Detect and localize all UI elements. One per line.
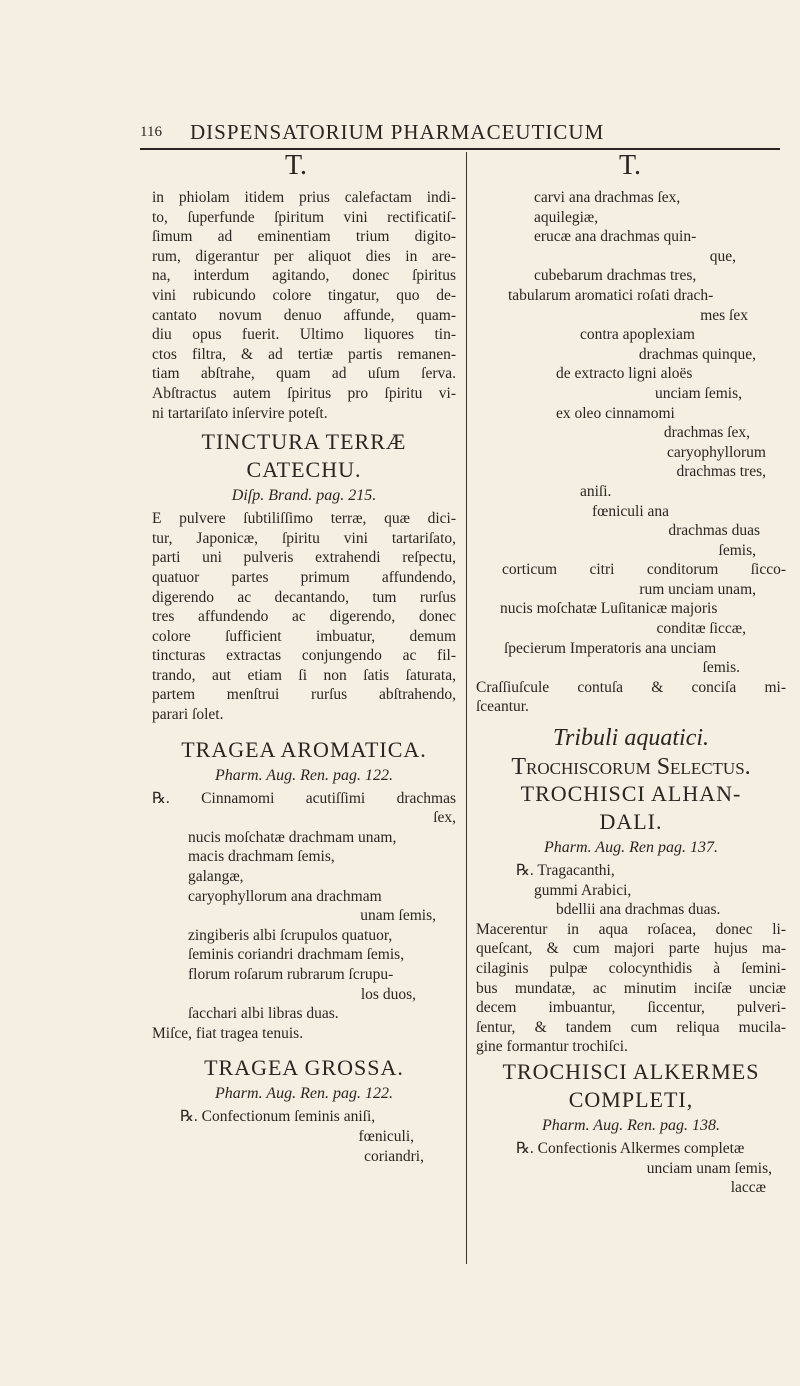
recipe-line: bdellii ana drachmas duas. — [556, 901, 721, 919]
recipe-line: contra apoplexiam — [580, 326, 695, 344]
recipe-line: ℞. Cinnamomi acutiſſimi drachmas — [152, 789, 456, 807]
recipe-line: nucis moſchatæ drachmam unam, — [188, 828, 397, 846]
recipe-line: ſeminis coriandri drachmam ſemis, — [188, 946, 405, 964]
text-line: to, ſuperfunde ſpiritum vini rectificatiſ- — [152, 208, 456, 226]
recipe-line: drachmas ſex, — [663, 424, 750, 442]
recipe-line: mes ſex — [700, 306, 748, 324]
text-line: queſcant, & cum majori parte hujus ma- — [476, 940, 786, 958]
recipe-line: corticum citri conditorum ſicco- — [502, 561, 786, 579]
recipe-line: ℞. Confectionis Alkermes completæ — [516, 1139, 745, 1157]
text-line: ſentur, & tandem cum reliqua mucila- — [476, 1018, 786, 1036]
section-heading-tribuli: Tribuli aquatici. — [552, 725, 710, 752]
recipe-line: ſemis, — [718, 541, 756, 559]
recipe-line: florum roſarum rubrarum ſcrupu- — [188, 966, 394, 983]
tinctura-paragraph — [152, 509, 456, 725]
text-line: ctos filtra, & ad tertiæ partis remanen- — [152, 345, 456, 363]
recipe-line: ℞. Confectionum ſeminis aniſi, — [180, 1108, 376, 1126]
recipe-line: drachmas quinque, — [638, 345, 756, 363]
recipe-line: ℞. Tragacanthi, — [516, 862, 615, 880]
recipe-line: conditæ ſiccæ, — [656, 620, 746, 638]
text-line: in phiolam itidem prius calefactam indi- — [152, 189, 456, 206]
recipe-line: erucæ ana drachmas quin- — [534, 228, 697, 246]
recipe-line: unam ſemis, — [360, 907, 436, 925]
text-line: gine formantur trochiſci. — [476, 1038, 628, 1056]
source-reference: Diſp. Brand. pag. 215. — [231, 487, 377, 505]
text-line: Macerentur in aqua roſacea, donec li- — [476, 920, 786, 938]
alhandali-paragraph — [476, 920, 786, 1057]
recipe-line: unciam ſemis, — [655, 384, 742, 402]
recipe-line: caryophyllorum ana drachmam — [188, 887, 382, 905]
section-heading-tragea-grossa: TRAGEA GROSSA. — [204, 1055, 404, 1081]
recipe-line: ſpecierum Imperatoris ana unciam — [504, 639, 717, 657]
page-header — [140, 120, 780, 146]
recipe-line: gummi Arabici, — [534, 881, 632, 899]
right-column — [476, 188, 786, 1198]
recipe-list — [476, 861, 786, 920]
recipe-continuation — [476, 188, 786, 717]
text-line: rum, digerantur per aliquot dies in are- — [152, 247, 456, 265]
recipe-line: carvi ana drachmas ſex, — [534, 189, 681, 206]
section-heading-tinctura-2: CATECHU. — [246, 457, 362, 483]
text-line: ni tartariſato inſervire poteſt. — [152, 404, 328, 422]
section-heading-tinctura: TINCTURA TERRÆ — [201, 429, 407, 455]
page-number: 116 — [140, 124, 162, 140]
left-column-letter: T. — [284, 150, 308, 181]
section-heading-alkermes-2: COMPLETI, — [568, 1086, 694, 1112]
text-line: tres affundendo ac digerendo, donec — [152, 608, 456, 626]
recipe-line: aniſi. — [580, 482, 612, 500]
source-reference: Pharm. Aug. Ren. pag. 138. — [542, 1116, 720, 1134]
source-reference: Pharm. Aug. Ren. pag. 122. — [215, 1085, 393, 1103]
text-line: ſimum ad eminentiam trium digito- — [152, 228, 456, 246]
recipe-line: fœniculi, — [358, 1127, 414, 1145]
recipe-line: laccæ — [730, 1179, 766, 1197]
recipe-line: aquilegiæ, — [534, 208, 599, 226]
recipe-line: rum unciam unam, — [639, 580, 756, 598]
recipe-line: que, — [709, 247, 736, 265]
recipe-line: macis drachmam ſemis, — [188, 848, 335, 866]
text-line: tur, Japonicæ, ſpiritu vini tartariſato, — [152, 529, 456, 547]
recipe-line: tabularum aromatici roſati drach- — [508, 286, 714, 304]
text-line: digerendo ac decantando, tum rurſus — [152, 588, 456, 606]
text-line: parti uni pulveris extrahendi reſpectu, — [152, 549, 456, 567]
text-line: tincturas extractas conjungendo ac fil- — [152, 647, 456, 665]
recipe-line: galangæ, — [188, 868, 244, 886]
running-title: DISPENSATORIUM PHARMACEUTICUM — [190, 120, 605, 144]
source-reference: Pharm. Aug. Ren. pag. 122. — [215, 766, 393, 784]
recipe-line: Miſce, fiat tragea tenuis. — [152, 1024, 304, 1042]
text-line: parari ſolet. — [152, 706, 224, 724]
recipe-line: ex oleo cinnamomi — [556, 404, 675, 422]
section-heading-alhandali-2: DALI. — [599, 809, 663, 835]
recipe-list — [476, 1139, 786, 1198]
text-line: bus mundatæ, ac minutim inciſæ unciæ — [476, 979, 786, 997]
recipe-line: coriandri, — [364, 1147, 424, 1165]
text-line: na, interdum agitando, donec ſpiritus — [152, 267, 456, 285]
text-line: trando, aut etiam ſi non ſatis ſaturata, — [152, 666, 456, 684]
recipe-line: drachmas tres, — [676, 463, 766, 481]
recipe-line: zingiberis albi ſcrupulos quatuor, — [188, 926, 393, 944]
text-line: diu opus fuerit. Ultimo liquores tin- — [152, 326, 456, 344]
text-line: Abſtractus autem ſpiritus pro ſpiritu vi- — [152, 384, 456, 402]
recipe-line: ſceantur. — [476, 698, 529, 716]
text-line: cantato novum denuo affunde, quam- — [152, 306, 456, 324]
section-heading-alhandali: TROCHISCI ALHAN- — [520, 781, 742, 807]
recipe-line: caryophyllorum — [666, 443, 766, 461]
recipe-line: nucis moſchatæ Luſitanicæ majoris — [500, 600, 718, 618]
text-line: quatuor partes primum affundendo, — [152, 568, 456, 586]
recipe-list — [152, 789, 456, 1044]
recipe-line: ſex, — [433, 809, 456, 827]
section-heading-tragea-aromatica: TRAGEA AROMATICA. — [181, 736, 427, 762]
header-rule — [140, 148, 780, 150]
text-line: partem menſtrui rurſus abſtrahendo, — [152, 686, 456, 704]
recipe-line: ſacchari albi libras duas. — [188, 1005, 339, 1023]
recipe-line: drachmas duas — [668, 522, 760, 540]
intro-paragraph — [152, 188, 456, 423]
column-divider — [466, 152, 467, 1264]
recipe-line: ſemis. — [702, 659, 740, 677]
right-column-letter: T. — [618, 150, 642, 181]
text-line: tiam abſtrahe, quam ad uſum ſerva. — [152, 365, 456, 383]
recipe-line: los duos, — [360, 985, 416, 1003]
section-heading-alkermes: TROCHISCI ALKERMES — [502, 1058, 760, 1084]
recipe-line: unciam unam ſemis, — [646, 1159, 772, 1177]
text-line: colore ſufficient imbuatur, demum — [152, 627, 456, 645]
text-line: cilaginis pulpæ colocynthidis à ſemini- — [476, 960, 786, 977]
text-line: vini rubicundo colore tingatur, quo de- — [152, 286, 456, 304]
recipe-line: de extracto ligni aloës — [556, 365, 693, 383]
recipe-list — [152, 1107, 456, 1166]
recipe-line: cubebarum drachmas tres, — [534, 267, 697, 285]
text-line: E pulvere ſubtiliſſimo terræ, quæ dici- — [152, 510, 456, 528]
left-column — [152, 188, 456, 1166]
recipe-line: fœniculi ana — [592, 502, 670, 520]
recipe-line: Craſſiuſcule contuſa & conciſa mi- — [476, 678, 786, 696]
section-heading-trochiscorum: Trochiscorum Selectus. — [511, 754, 751, 781]
text-line: decem imbuantur, ſiccentur, pulveri- — [476, 999, 786, 1017]
source-reference: Pharm. Aug. Ren pag. 137. — [544, 839, 718, 857]
